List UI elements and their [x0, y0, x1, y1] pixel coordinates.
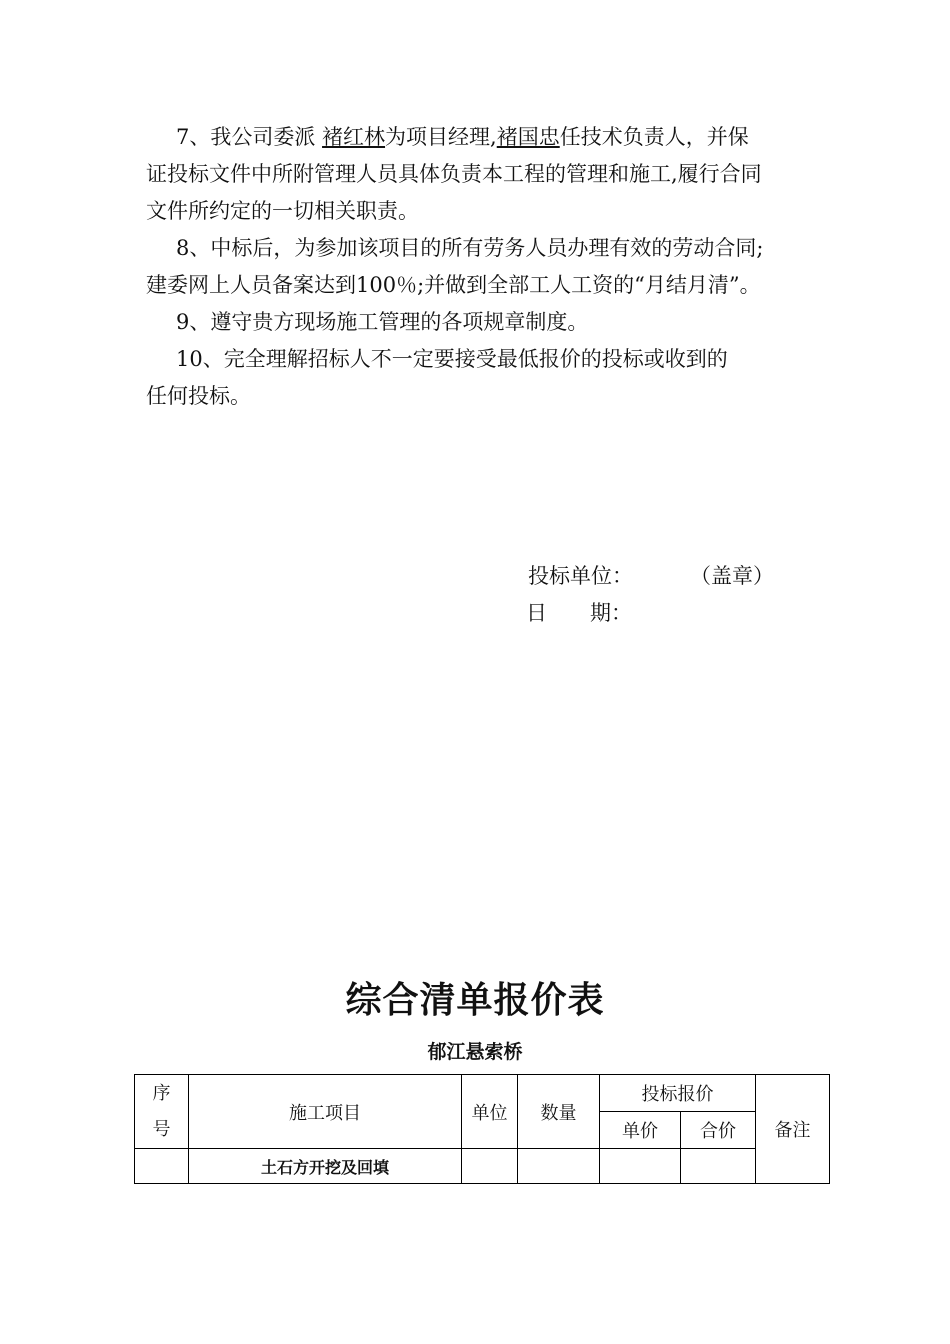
paragraph-10	[146, 341, 816, 415]
paragraph-8-line-1: 8、中标后，为参加该项目的所有劳务人员办理有效的劳动合同;	[176, 236, 764, 260]
project-manager-name: 褚红林	[322, 125, 386, 149]
header-remarks: 备注	[756, 1075, 830, 1184]
paragraph-7-line-1: 7、我公司委派 褚红林为项目经理,褚国忠任技术负责人，并保	[176, 125, 749, 149]
header-bid-price: 投标报价	[600, 1075, 756, 1112]
stamp-label: （盖章）	[690, 564, 774, 588]
paragraph-8-line-2: 建委网上人员备案达到100％;并做到全部工人工资的“月结月清”。	[146, 273, 761, 297]
row-unit-cell	[462, 1149, 518, 1184]
header-unit-price: 单价	[600, 1112, 681, 1149]
table-subtitle: 郁江悬索桥	[427, 1041, 523, 1063]
paragraph-8	[146, 230, 816, 304]
bidder-unit-label: 投标单位：	[528, 564, 633, 588]
quote-table	[134, 1074, 830, 1184]
row-item-cell: 土石方开挖及回填	[189, 1149, 462, 1184]
paragraph-7-line-3: 文件所约定的一切相关职责。	[146, 199, 419, 223]
header-item: 施工项目	[189, 1075, 462, 1149]
row-seq-cell	[135, 1149, 189, 1184]
paragraph-10-line-2: 任何投标。	[146, 384, 251, 408]
paragraph-10-line-1: 10、完全理解招标人不一定要接受最低报价的投标或收到的	[176, 347, 728, 371]
date-label-char: 日	[526, 601, 547, 625]
table-title: 综合清单报价表	[345, 979, 605, 1021]
header-seq: 序 号	[135, 1075, 189, 1149]
paragraph-9-line-1: 9、遵守贵方现场施工管理的各项规章制度。	[176, 310, 589, 334]
table-header-row	[135, 1075, 830, 1112]
header-quantity: 数量	[518, 1075, 600, 1149]
header-total-price: 合价	[681, 1112, 756, 1149]
paragraph-7	[146, 119, 816, 230]
row-total-price-cell	[681, 1149, 756, 1184]
header-unit: 单位	[462, 1075, 518, 1149]
table-row	[135, 1149, 830, 1184]
date-label: 期：	[590, 601, 632, 625]
technical-lead-name: 褚国忠	[496, 125, 560, 149]
paragraph-7-line-2: 证投标文件中所附管理人员具体负责本工程的管理和施工,履行合同	[146, 162, 762, 186]
paragraph-9	[146, 304, 816, 341]
row-quantity-cell	[518, 1149, 600, 1184]
row-unit-price-cell	[600, 1149, 681, 1184]
